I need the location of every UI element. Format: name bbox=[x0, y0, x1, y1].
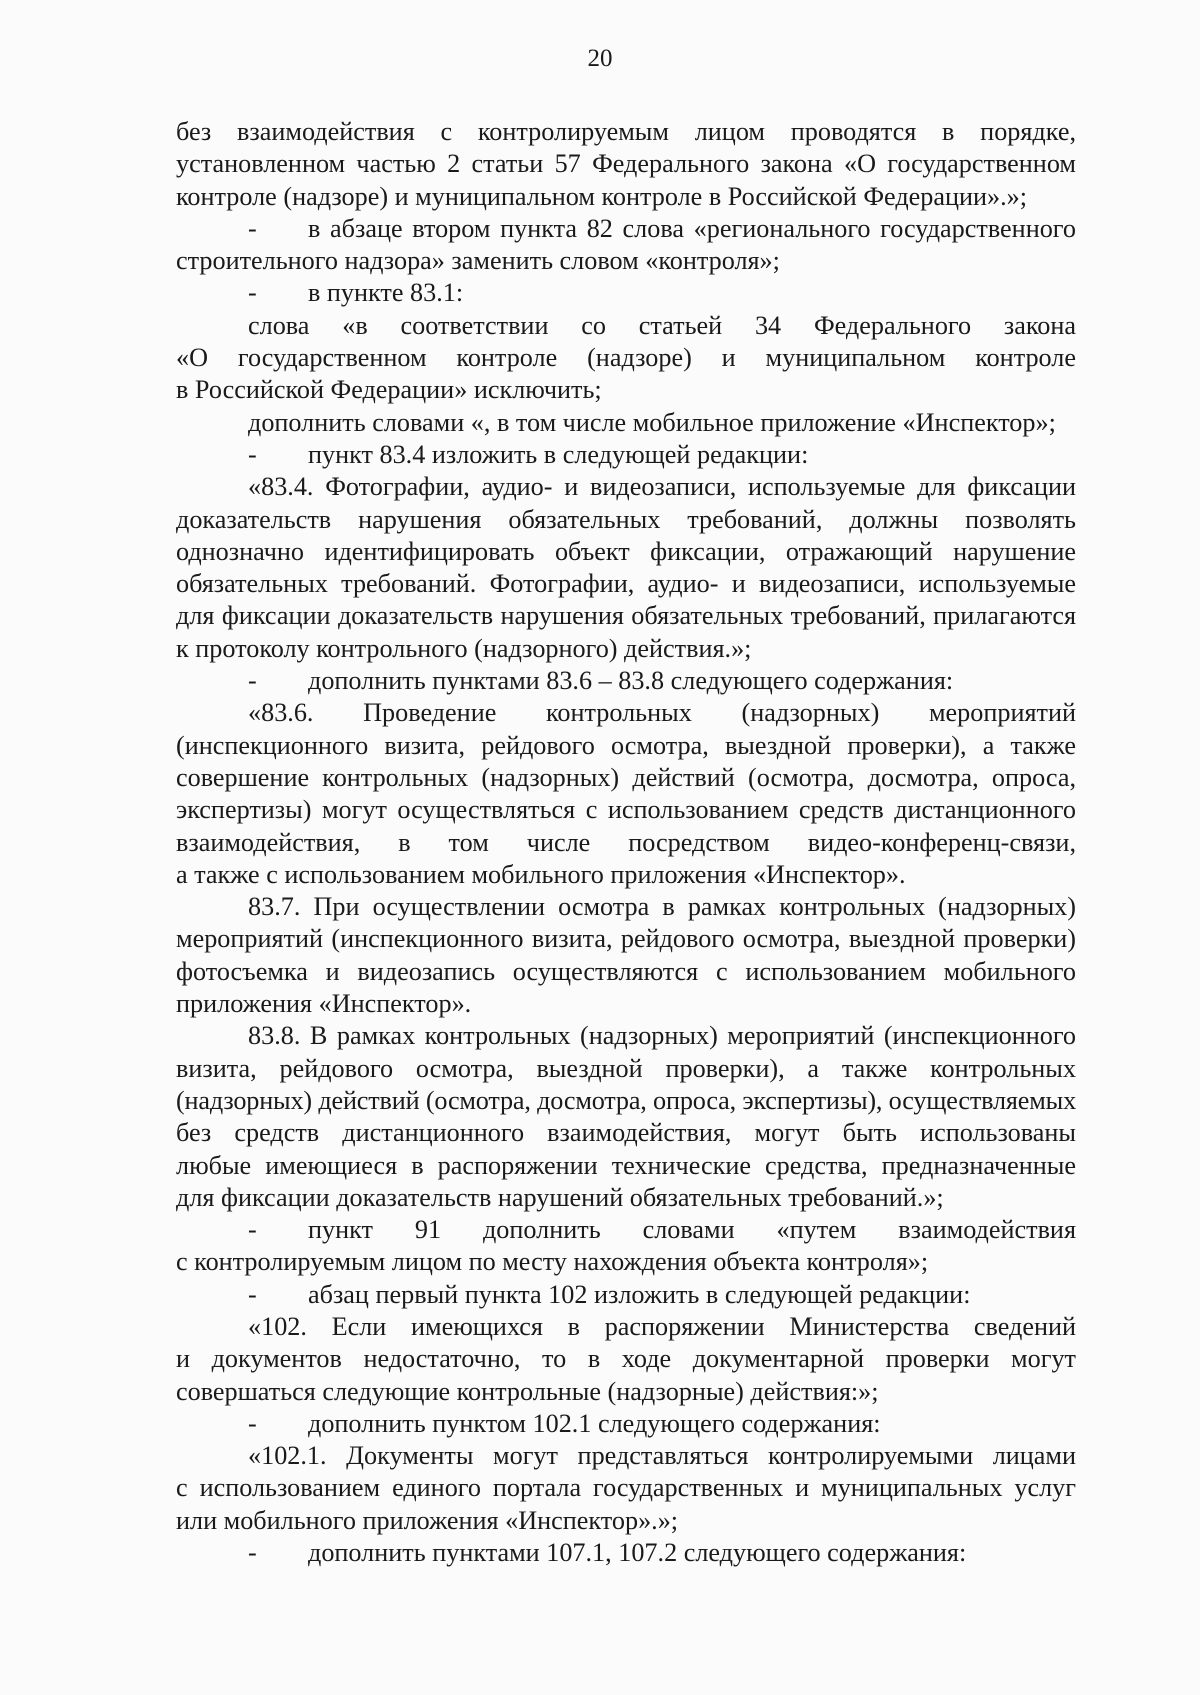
list-dash: - bbox=[248, 1215, 257, 1245]
line-text: однозначно идентифицировать объект фиксации, отражающий нарушение bbox=[176, 536, 1076, 566]
text-line bbox=[176, 1117, 1076, 1149]
line-text: дополнить пунктами 83.6 – 83.8 следующего содержания: bbox=[308, 666, 954, 696]
list-dash: - bbox=[248, 1408, 257, 1438]
text-line bbox=[176, 1085, 1076, 1117]
text-line bbox=[176, 536, 1076, 568]
line-text: с контролируемым лицом по месту нахождения объекта контроля»; bbox=[176, 1247, 929, 1277]
line-text: «102. Если имеющихся в распоряжении Министерства сведений bbox=[248, 1311, 1076, 1341]
line-text: визита, рейдового осмотра, выездной проверки), а также контрольных bbox=[176, 1053, 1076, 1083]
text-line bbox=[176, 1053, 1076, 1085]
line-text: установленном частью 2 статьи 57 Федерального закона «О государственном bbox=[176, 149, 1076, 179]
text-line bbox=[176, 1343, 1076, 1375]
line-text: обязательных требований. Фотографии, аудио- и видеозаписи, используемые bbox=[176, 569, 1076, 599]
line-text: дополнить словами «, в том числе мобильное приложение «Инспектор»; bbox=[248, 407, 1056, 437]
text-line bbox=[176, 923, 1076, 955]
line-text: «102.1. Документы могут представляться контролируемыми лицами bbox=[248, 1441, 1076, 1471]
text-line bbox=[176, 1408, 1076, 1440]
text-line bbox=[176, 1537, 1076, 1569]
line-text: пункт 83.4 изложить в следующей редакции: bbox=[308, 439, 809, 469]
text-line bbox=[176, 116, 1076, 148]
line-text: или мобильного приложения «Инспектор».»; bbox=[176, 1505, 679, 1535]
line-text: «О государственном контроле (надзоре) и муниципальном контроле bbox=[176, 343, 1076, 373]
list-dash: - bbox=[248, 1279, 257, 1309]
line-text: 83.7. При осуществлении осмотра в рамках контрольных (надзорных) bbox=[248, 892, 1076, 922]
line-text: контроле (надзоре) и муниципальном контроле в Российской Федерации».»; bbox=[176, 181, 1028, 211]
page-number: 20 bbox=[587, 45, 613, 72]
line-text: экспертизы) могут осуществляться с использованием средств дистанционного bbox=[176, 795, 1076, 825]
text-line bbox=[176, 633, 1076, 665]
text-line bbox=[176, 1182, 1076, 1214]
text-line bbox=[176, 827, 1076, 859]
line-text: строительного надзора» заменить словом «контроля»; bbox=[176, 246, 780, 276]
line-text: дополнить пунктами 107.1, 107.2 следующего содержания: bbox=[308, 1538, 967, 1568]
text-line bbox=[176, 374, 1076, 406]
list-dash: - bbox=[248, 213, 257, 243]
line-text: приложения «Инспектор». bbox=[176, 989, 472, 1019]
line-text: мероприятий (инспекционного визита, рейдового осмотра, выездной проверки) bbox=[176, 924, 1076, 954]
text-line bbox=[176, 1472, 1076, 1504]
text-line bbox=[176, 568, 1076, 600]
line-text: слова «в соответствии со статьей 34 Федерального закона bbox=[248, 310, 1076, 340]
text-line bbox=[176, 988, 1076, 1020]
text-line bbox=[176, 1246, 1076, 1278]
text-line bbox=[176, 794, 1076, 826]
text-line bbox=[176, 471, 1076, 503]
line-text: для фиксации доказательств нарушения обязательных требований, прилагаются bbox=[176, 601, 1076, 631]
line-text: абзац первый пункта 102 изложить в следующей редакции: bbox=[308, 1279, 971, 1309]
text-line bbox=[176, 1376, 1076, 1408]
text-line bbox=[176, 342, 1076, 374]
line-text: к протоколу контрольного (надзорного) действия.»; bbox=[176, 633, 752, 663]
line-text: в Российской Федерации» исключить; bbox=[176, 375, 602, 405]
line-text: совершаться следующие контрольные (надзорные) действия:»; bbox=[176, 1376, 879, 1406]
text-line bbox=[176, 665, 1076, 697]
text-line bbox=[176, 1279, 1076, 1311]
text-line bbox=[176, 181, 1076, 213]
text-line bbox=[176, 1311, 1076, 1343]
line-text: без взаимодействия с контролируемым лицом проводятся в порядке, bbox=[176, 117, 1076, 146]
line-text: взаимодействия, в том числе посредством видео-конференц-связи, bbox=[176, 827, 1076, 857]
text-line bbox=[176, 730, 1076, 762]
text-line bbox=[176, 1440, 1076, 1472]
text-line bbox=[176, 310, 1076, 342]
text-line bbox=[176, 859, 1076, 891]
list-dash: - bbox=[248, 1538, 257, 1568]
text-line bbox=[176, 277, 1076, 309]
text-line bbox=[176, 891, 1076, 923]
text-line bbox=[176, 762, 1076, 794]
line-text: без средств дистанционного взаимодействия, могут быть использованы bbox=[176, 1118, 1076, 1148]
text-line bbox=[176, 1020, 1076, 1052]
line-text: и документов недостаточно, то в ходе документарной проверки могут bbox=[176, 1344, 1076, 1374]
text-line bbox=[176, 1150, 1076, 1182]
line-text: дополнить пунктом 102.1 следующего содержания: bbox=[308, 1408, 881, 1438]
line-text: а также с использованием мобильного приложения «Инспектор». bbox=[176, 859, 906, 889]
text-line bbox=[176, 407, 1076, 439]
list-dash: - bbox=[248, 439, 257, 469]
text-line bbox=[176, 148, 1076, 180]
line-text: любые имеющиеся в распоряжении технические средства, предназначенные bbox=[176, 1150, 1076, 1180]
text-line bbox=[176, 213, 1076, 245]
list-dash: - bbox=[248, 666, 257, 696]
line-text: (инспекционного визита, рейдового осмотра, выездной проверки), а также bbox=[176, 730, 1076, 760]
line-text: фотосъемка и видеозапись осуществляются с использованием мобильного bbox=[176, 956, 1076, 986]
text-line bbox=[176, 1214, 1076, 1246]
line-text: для фиксации доказательств нарушений обязательных требований.»; bbox=[176, 1182, 944, 1212]
line-text: (надзорных) действий (осмотра, досмотра, опроса, экспертизы), осуществляемых bbox=[176, 1085, 1076, 1115]
line-text: 83.8. В рамках контрольных (надзорных) мероприятий (инспекционного bbox=[248, 1021, 1076, 1051]
text-line bbox=[176, 697, 1076, 729]
text-line bbox=[176, 1505, 1076, 1537]
line-text: с использованием единого портала государственных и муниципальных услуг bbox=[176, 1473, 1076, 1503]
document-body bbox=[176, 116, 1076, 1569]
text-line bbox=[176, 600, 1076, 632]
list-dash: - bbox=[248, 278, 257, 308]
text-line bbox=[176, 504, 1076, 536]
line-text: «83.6. Проведение контрольных (надзорных) мероприятий bbox=[248, 698, 1076, 728]
line-text: в абзаце втором пункта 82 слова «регионального государственного bbox=[308, 213, 1076, 243]
line-text: «83.4. Фотографии, аудио- и видеозаписи, используемые для фиксации bbox=[248, 472, 1076, 502]
text-line bbox=[176, 439, 1076, 471]
line-text: пункт 91 дополнить словами «путем взаимодействия bbox=[308, 1215, 1076, 1245]
text-line bbox=[176, 245, 1076, 277]
line-text: в пункте 83.1: bbox=[308, 278, 464, 308]
line-text: совершение контрольных (надзорных) действий (осмотра, досмотра, опроса, bbox=[176, 762, 1076, 792]
text-line bbox=[176, 956, 1076, 988]
line-text: доказательств нарушения обязательных требований, должны позволять bbox=[176, 504, 1076, 534]
